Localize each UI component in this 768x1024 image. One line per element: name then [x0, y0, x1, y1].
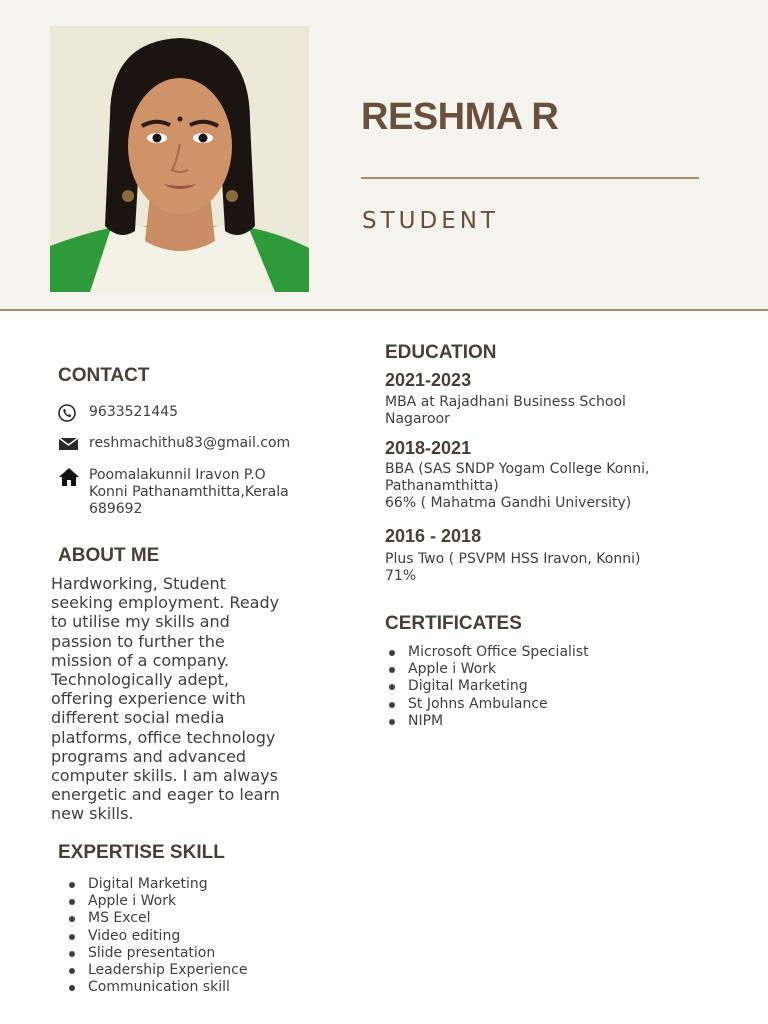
certificates-heading: CERTIFICATES	[385, 613, 522, 634]
education-years: 2018-2021	[385, 438, 472, 458]
list-item: Apple i Work	[386, 661, 589, 678]
about-line: new skills.	[51, 804, 134, 824]
list-item: MS Excel	[66, 910, 247, 927]
about-heading: ABOUT ME	[58, 545, 160, 566]
about-line: computer skills. I am always	[51, 766, 278, 786]
envelope-icon	[58, 435, 80, 453]
address-line: 689692	[89, 501, 143, 517]
list-item: Communication skill	[66, 979, 247, 996]
about-line: platforms, office technology	[51, 727, 276, 747]
education-line: MBA at Rajadhani Business School	[385, 394, 626, 410]
skills-heading: EXPERTISE SKILL	[58, 842, 225, 863]
about-line: programs and advanced	[51, 746, 247, 766]
education-line: BBA (SAS SNDP Yogam College Konni,	[385, 461, 650, 477]
contact-email: reshmachithu83@gmail.com	[89, 435, 291, 451]
list-item: NIPM	[386, 713, 589, 730]
candidate-role: STUDENT	[362, 208, 499, 234]
about-line: mission of a company.	[51, 650, 230, 670]
about-line: passion to further the	[51, 631, 225, 651]
about-line: Technologically adept,	[51, 670, 229, 690]
education-line: Nagaroor	[385, 411, 450, 427]
header-divider	[361, 177, 699, 179]
education-line: Pathanamthitta)	[385, 478, 499, 494]
education-entry	[385, 394, 626, 428]
list-item: Microsoft Office Specialist	[386, 644, 589, 661]
education-heading: EDUCATION	[385, 342, 497, 363]
about-line: Hardworking, Student	[51, 574, 226, 593]
phone-icon	[58, 404, 80, 422]
education-years: 2016 - 2018	[385, 526, 482, 546]
about-text	[51, 574, 313, 824]
address-line: Konni Pathanamthitta,Kerala	[89, 484, 289, 500]
list-item: Leadership Experience	[66, 962, 247, 979]
list-item: St Johns Ambulance	[386, 696, 589, 713]
list-item: Apple i Work	[66, 893, 247, 910]
certificates-list	[386, 644, 589, 730]
address-line: Poomalakunnil Iravon P.O	[89, 467, 266, 483]
education-line: Plus Two ( PSVPM HSS Iravon, Konni)	[385, 551, 641, 567]
contact-heading: CONTACT	[58, 365, 150, 386]
list-item: Slide presentation	[66, 945, 247, 962]
candidate-name: RESHMA R	[361, 96, 559, 138]
education-line: 66% ( Mahatma Gandhi University)	[385, 495, 632, 511]
profile-photo	[50, 26, 309, 292]
list-item: Video editing	[66, 928, 247, 945]
contact-email-row	[58, 435, 290, 453]
about-line: offering experience with	[51, 689, 246, 709]
list-item: Digital Marketing	[386, 678, 589, 695]
education-years: 2021-2023	[385, 370, 472, 390]
list-item: Digital Marketing	[66, 876, 247, 893]
education-entry	[385, 551, 640, 585]
about-line: seeking employment. Ready	[51, 593, 280, 613]
about-line: to utilise my skills and	[51, 612, 230, 632]
contact-phone: 9633521445	[89, 404, 179, 420]
header-band	[0, 0, 768, 311]
about-line: different social media	[51, 708, 225, 728]
contact-address-row	[58, 467, 289, 518]
education-line: 71%	[385, 568, 417, 584]
skills-list	[66, 876, 247, 996]
contact-phone-row	[58, 404, 178, 422]
about-line: energetic and eager to learn	[51, 785, 280, 805]
education-entry	[385, 461, 649, 512]
contact-address	[89, 467, 289, 518]
home-icon	[58, 467, 80, 485]
